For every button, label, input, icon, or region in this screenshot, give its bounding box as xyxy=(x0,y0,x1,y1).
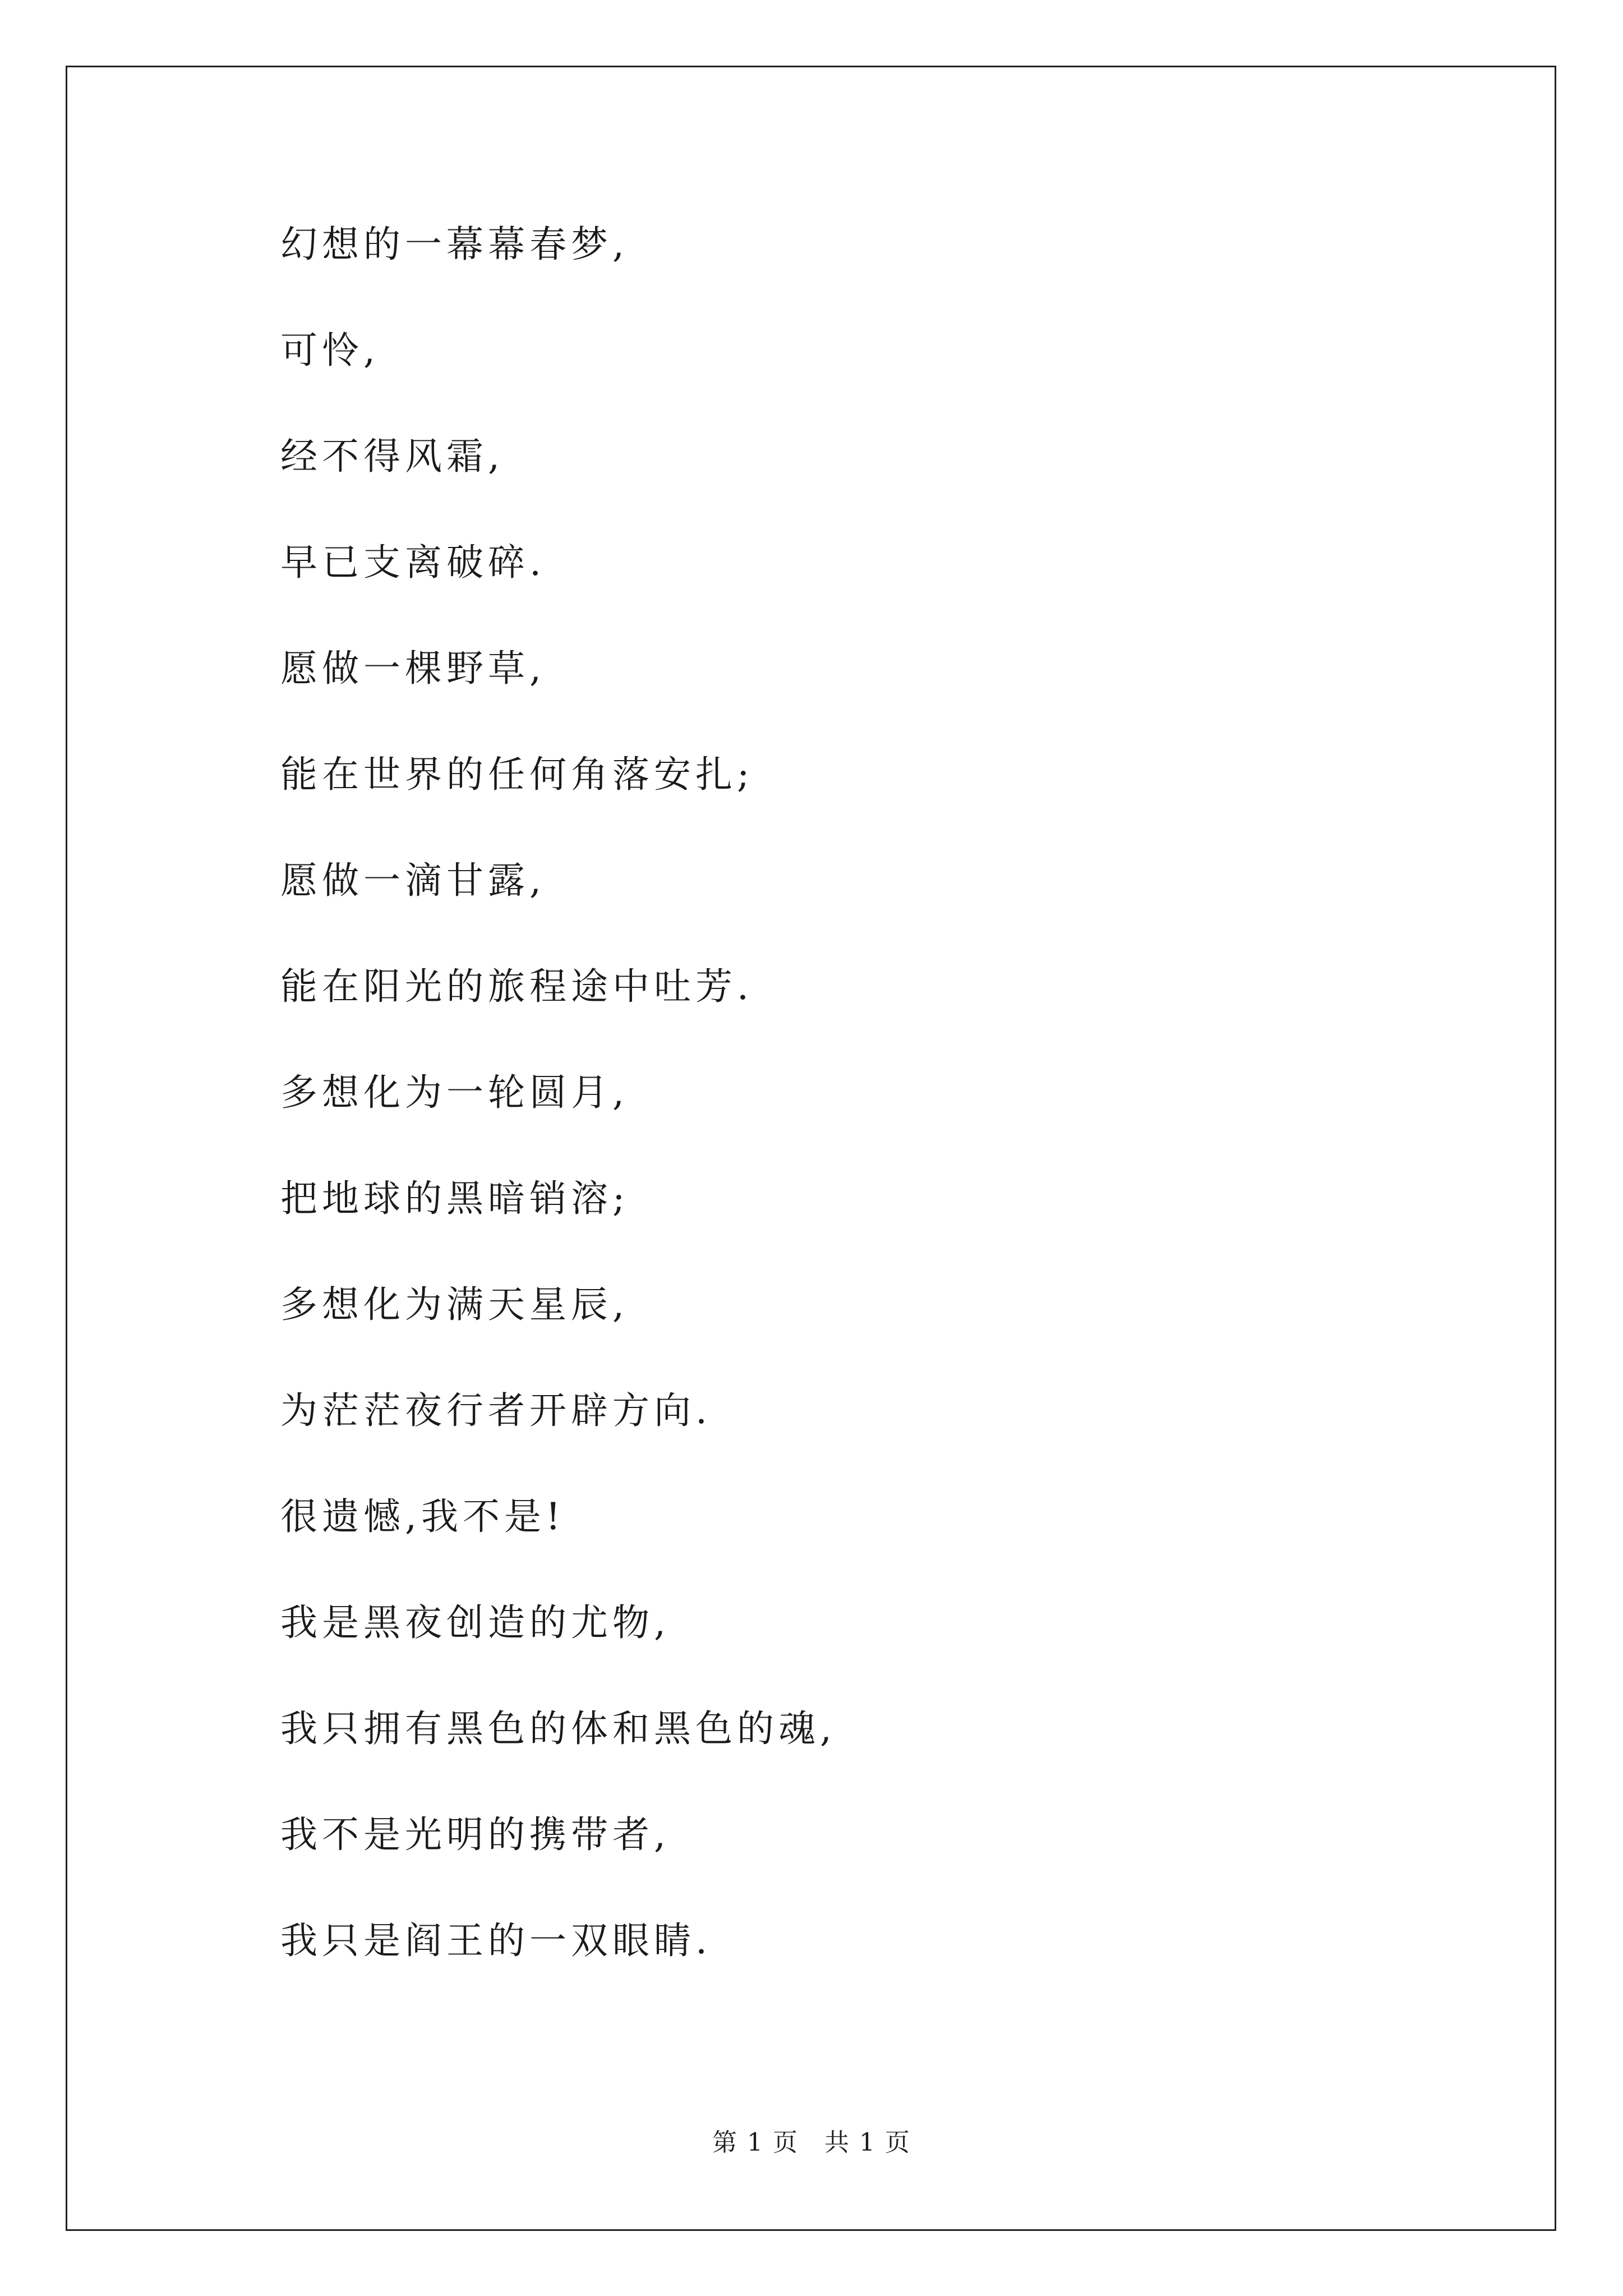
poem-line: 幻想的一幕幕春梦, xyxy=(280,223,629,266)
page-number-footer: 第 1 页 共 1 页 xyxy=(712,2128,911,2157)
poem-line: 为茫茫夜行者开辟方向. xyxy=(280,1389,712,1432)
poem-line: 我只是阎王的一双眼睛. xyxy=(280,1919,712,1962)
poem-line: 可怜, xyxy=(280,329,380,372)
poem-line: 能在阳光的旅程途中吐芳. xyxy=(280,965,753,1008)
poem-line: 我只拥有黑色的体和黑色的魂, xyxy=(280,1707,836,1750)
poem-line: 愿做一滴甘露, xyxy=(280,859,546,902)
poem-line: 把地球的黑暗销溶; xyxy=(280,1177,630,1220)
poem-line: 愿做一棵野草, xyxy=(280,647,546,690)
poem-line: 早已支离破碎. xyxy=(280,541,546,584)
poem-line: 我是黑夜创造的尤物, xyxy=(280,1601,670,1644)
poem-line: 经不得风霜, xyxy=(280,435,504,478)
poem-line: 我不是光明的携带者, xyxy=(280,1813,670,1856)
poem-body xyxy=(280,222,836,2024)
poem-line: 多想化为一轮圆月, xyxy=(280,1071,629,1114)
poem-line: 很遗憾,我不是! xyxy=(280,1495,565,1538)
poem-line: 能在世界的任何角落安扎; xyxy=(280,753,754,796)
poem-line: 多想化为满天星辰, xyxy=(280,1283,629,1326)
